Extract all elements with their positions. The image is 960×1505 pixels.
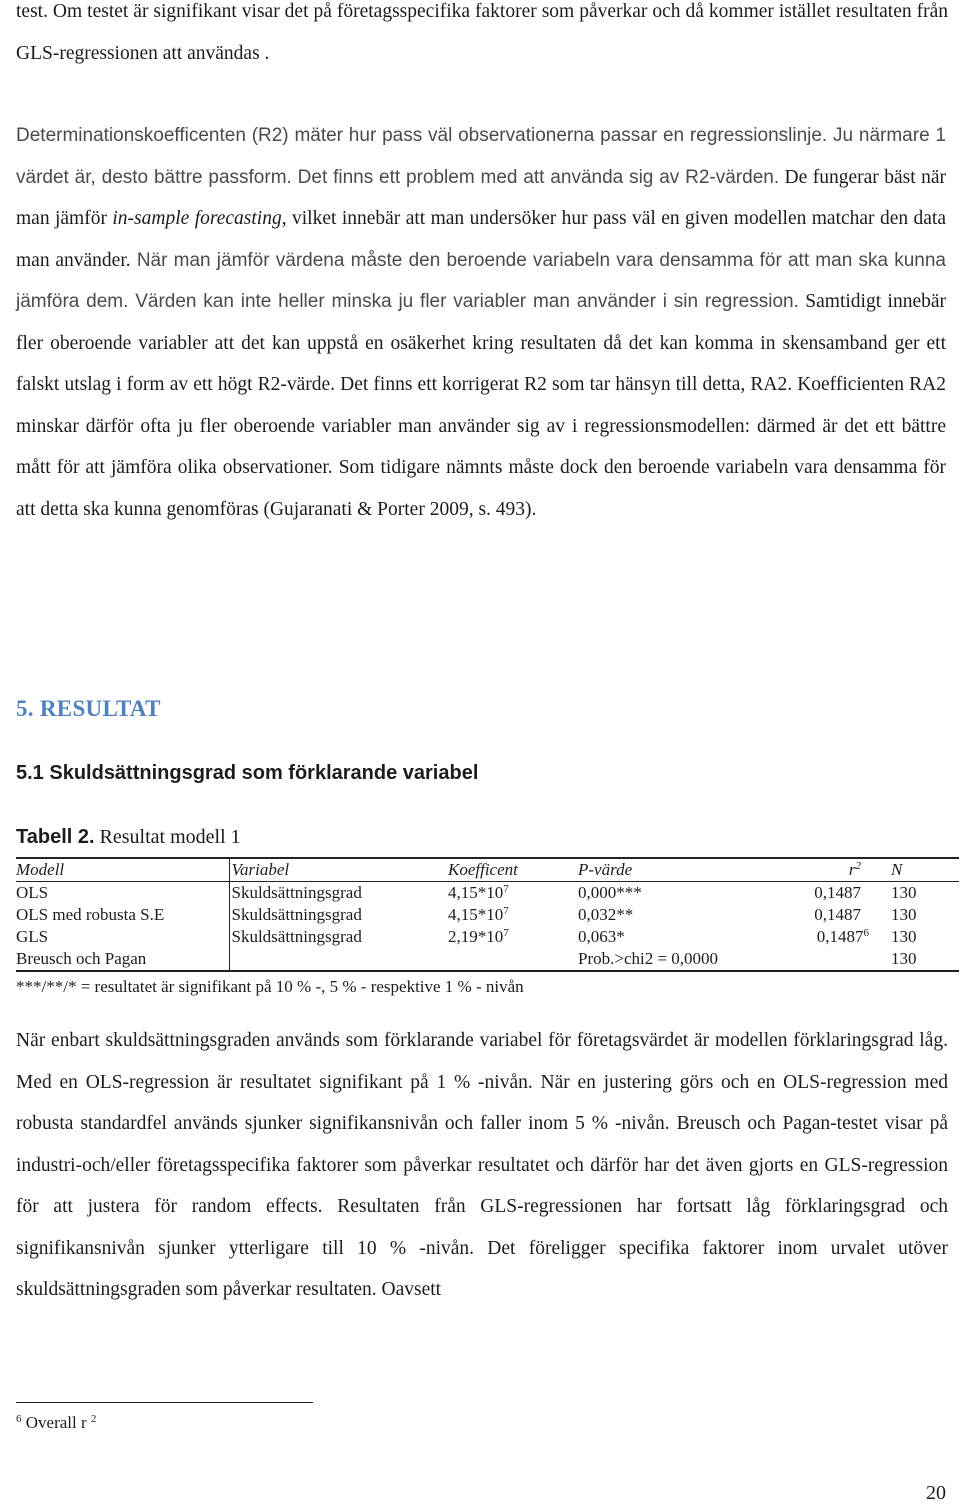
cell-koefficent <box>448 904 578 926</box>
paragraph-italic-term: in-sample forecasting <box>112 208 282 229</box>
cell-pvarde: 0,000*** <box>578 883 642 902</box>
cell-r2 <box>805 904 869 926</box>
table-row <box>16 926 959 948</box>
cell-koefficent <box>448 882 578 905</box>
table-header-row <box>16 858 959 882</box>
cell-pvarde: Prob.>chi2 = 0,0000 <box>578 948 805 971</box>
paragraph-intro <box>16 0 948 74</box>
cell-pvarde: 0,032** <box>578 905 634 924</box>
header-n: N <box>869 858 959 882</box>
paragraph-text: När enbart skuldsättningsgraden används som förklarande variabel för företagsvärdet är modellen förklaringsgrad låg. Med en OLS-regression är resultatet signifikant på 1 % -nivån. När en justering görs och en OLS-regression med robusta standardfel används sjunker signifikansnivån och faller inom 5 % -nivån. Breusch och Pagan-testet visar på industri-och/eller företagsspecifika faktorer som påverkar resultatet och därför har det även gjorts en GLS-regression för att justera för random effects. Resultaten från GLS-regressionen har fortsatt låg förklaringsgrad och signifikansnivån sjunker ytterligare till 10 % -nivån. Det föreligger specifika faktorer inom urvalet utöver skuldsättningsgraden som påverkar resultaten. Oavsett <box>16 1030 948 1300</box>
header-pvarde: P-värde <box>578 858 805 882</box>
cell-koef-sup: 7 <box>503 927 509 939</box>
paragraph-r2 <box>16 115 946 530</box>
header-r2-sup: 2 <box>855 860 861 872</box>
table-caption <box>16 826 241 849</box>
table-note: ***/**/* = resultatet är signifikant på 10 % -, 5 % - respektive 1 % - nivån <box>16 977 524 996</box>
paragraph-text-sans: När man jämför värdena måste den beroende variabeln vara densamma för att man ska kunna jämföra dem. Värden kan inte heller minska ju fler variabler man använder i sin regression. <box>16 249 946 312</box>
cell-variabel <box>229 948 448 971</box>
cell-koefficent <box>448 926 578 948</box>
cell-r2 <box>805 882 869 905</box>
header-modell: Modell <box>16 858 229 882</box>
cell-modell: OLS med robusta S.E <box>16 905 165 924</box>
table-row <box>16 904 959 926</box>
cell-r2-value: 0,1487 <box>814 883 861 902</box>
cell-r2-footnote-ref: 6 <box>863 927 869 939</box>
paragraph-results <box>16 1020 948 1311</box>
cell-koef-base: 4,15*10 <box>448 883 504 902</box>
cell-variabel: Skuldsättningsgrad <box>229 904 448 926</box>
cell-koef-sup: 7 <box>503 883 509 895</box>
cell-n: 130 <box>869 948 959 971</box>
header-r2-base: r <box>848 860 856 879</box>
cell-koef-sup: 7 <box>503 905 509 917</box>
footnote-number: 6 <box>16 1413 22 1425</box>
header-r2 <box>805 858 869 882</box>
cell-modell: Breusch och Pagan <box>16 948 229 971</box>
header-koefficent: Koefficent <box>448 858 578 882</box>
cell-r2 <box>805 948 869 971</box>
cell-pvarde: 0,063* <box>578 927 625 946</box>
cell-koefficent <box>448 948 578 971</box>
cell-r2 <box>805 926 869 948</box>
cell-n: 130 <box>891 883 917 902</box>
paragraph-text: , vilket innebär att man undersöker hur pass väl en given modellen matchar den data man använder. <box>16 208 947 271</box>
table-row <box>16 948 959 971</box>
cell-koef-base: 2,19*10 <box>448 927 504 946</box>
table-caption-text: Resultat modell 1 <box>94 826 241 848</box>
footnote <box>16 1413 96 1433</box>
table-caption-label: Tabell 2. <box>16 826 95 848</box>
cell-n: 130 <box>891 927 917 946</box>
page-number: 20 <box>926 1482 946 1504</box>
cell-n: 130 <box>891 905 917 924</box>
paragraph-text: Samtidigt innebär fler oberoende variabler att det kan uppstå en osäkerhet kring resultaten då det kan komma in skensamband ger ett falskt utslag i form av ett högt R2-värde. Det finns ett korrigerat R2 som tar hänsyn till detta, RA2. Koefficienten RA2 minskar därför ofta ju fler oberoende variabler man använder sig av i regressionsmodellen: därmed är det ett bättre mått för att jämföra olika observationer. Som tidigare nämnts måste dock den beroende variabeln vara densamma för att detta ska kunna genomföras (Gujaranati & Porter 2009, s. 493). <box>16 291 946 520</box>
table-row <box>16 882 959 905</box>
cell-koef-base: 4,15*10 <box>448 905 504 924</box>
footnote-sup: 2 <box>90 1413 97 1425</box>
paragraph-text: De fungerar bäst när man jämför <box>16 166 946 229</box>
cell-modell: OLS <box>16 883 49 902</box>
subsection-heading: 5.1 Skuldsättningsgrad som förklarande variabel <box>16 762 479 784</box>
cell-modell: GLS <box>16 927 49 946</box>
paragraph-text: test. Om testet är signifikant visar det på företagsspecifika faktorer som påverkar och då kommer istället resultaten från GLS-regressionen att användas . <box>16 1 948 64</box>
cell-r2-value: 0,1487 <box>814 905 861 924</box>
cell-variabel: Skuldsättningsgrad <box>229 882 448 905</box>
section-heading: 5. RESULTAT <box>16 696 161 721</box>
header-variabel: Variabel <box>229 858 448 882</box>
paragraph-text-sans: Determinationskoefficenten (R2) mäter hur pass väl observationerna passar en regressionslinje. Ju närmare 1 värdet är, desto bättre passform. Det finns ett problem med att använda sig av R2-värden. <box>16 125 946 188</box>
footnote-divider <box>16 1402 313 1403</box>
cell-r2-value: 0,1487 <box>816 927 864 946</box>
footnote-text: Overall r <box>21 1413 91 1432</box>
results-table <box>16 857 959 972</box>
cell-variabel: Skuldsättningsgrad <box>229 926 448 948</box>
